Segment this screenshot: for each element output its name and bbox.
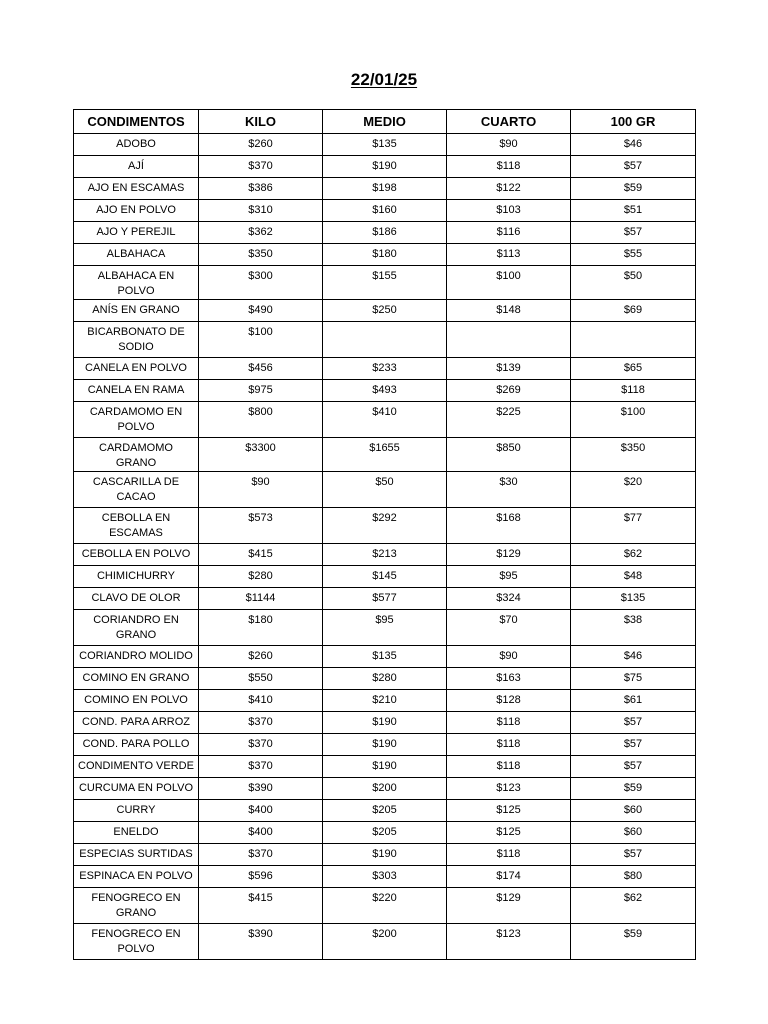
- cell-medio: $155: [323, 266, 447, 300]
- cell-condimento: CORIANDRO EN GRANO: [74, 610, 199, 646]
- cell-kilo: $415: [199, 888, 323, 924]
- cell-condimento: ANÍS EN GRANO: [74, 300, 199, 322]
- cell-kilo: $596: [199, 866, 323, 888]
- table-row: [74, 266, 696, 300]
- cell-medio: $135: [323, 646, 447, 668]
- cell-kilo: $573: [199, 508, 323, 544]
- cell-condimento: CLAVO DE OLOR: [74, 588, 199, 610]
- cell-medio: $190: [323, 712, 447, 734]
- table-row: [74, 156, 696, 178]
- table-body: [74, 134, 696, 960]
- cell-100gr: $57: [571, 222, 696, 244]
- cell-condimento: AJÍ: [74, 156, 199, 178]
- cell-cuarto: $118: [447, 734, 571, 756]
- cell-100gr: $51: [571, 200, 696, 222]
- cell-condimento: ESPINACA EN POLVO: [74, 866, 199, 888]
- cell-condimento: CEBOLLA EN POLVO: [74, 544, 199, 566]
- cell-100gr: $135: [571, 588, 696, 610]
- table-row: [74, 712, 696, 734]
- cell-condimento: CANELA EN RAMA: [74, 380, 199, 402]
- table-row: [74, 178, 696, 200]
- column-header-100gr: 100 GR: [571, 110, 696, 134]
- table-row: [74, 924, 696, 960]
- table-row: [74, 888, 696, 924]
- cell-100gr: $77: [571, 508, 696, 544]
- table-row: [74, 646, 696, 668]
- cell-cuarto: $90: [447, 134, 571, 156]
- cell-cuarto: $123: [447, 924, 571, 960]
- cell-medio: $160: [323, 200, 447, 222]
- cell-medio: $210: [323, 690, 447, 712]
- cell-cuarto: $128: [447, 690, 571, 712]
- cell-kilo: $370: [199, 156, 323, 178]
- cell-kilo: $550: [199, 668, 323, 690]
- table-row: [74, 588, 696, 610]
- cell-condimento: COMINO EN POLVO: [74, 690, 199, 712]
- cell-cuarto: $113: [447, 244, 571, 266]
- cell-condimento: ENELDO: [74, 822, 199, 844]
- cell-medio: $205: [323, 800, 447, 822]
- cell-medio: $95: [323, 610, 447, 646]
- column-header-condimentos: CONDIMENTOS: [74, 110, 199, 134]
- cell-cuarto: $324: [447, 588, 571, 610]
- table-row: [74, 508, 696, 544]
- cell-medio: $250: [323, 300, 447, 322]
- cell-cuarto: [447, 322, 571, 358]
- cell-condimento: CANELA EN POLVO: [74, 358, 199, 380]
- table-row: [74, 756, 696, 778]
- cell-cuarto: $100: [447, 266, 571, 300]
- cell-condimento: CURRY: [74, 800, 199, 822]
- cell-100gr: $46: [571, 134, 696, 156]
- table-row: [74, 200, 696, 222]
- cell-kilo: $390: [199, 778, 323, 800]
- cell-100gr: $62: [571, 888, 696, 924]
- cell-100gr: $57: [571, 756, 696, 778]
- cell-medio: $233: [323, 358, 447, 380]
- column-header-kilo: KILO: [199, 110, 323, 134]
- table-row: [74, 402, 696, 438]
- cell-condimento: CEBOLLA EN ESCAMAS: [74, 508, 199, 544]
- cell-medio: $198: [323, 178, 447, 200]
- cell-condimento: CASCARILLA DE CACAO: [74, 472, 199, 508]
- cell-kilo: $400: [199, 822, 323, 844]
- cell-medio: $200: [323, 924, 447, 960]
- page-title: 22/01/25: [350, 70, 418, 89]
- cell-100gr: $80: [571, 866, 696, 888]
- cell-cuarto: $118: [447, 156, 571, 178]
- cell-medio: $190: [323, 756, 447, 778]
- cell-kilo: $386: [199, 178, 323, 200]
- cell-cuarto: $148: [447, 300, 571, 322]
- cell-cuarto: $122: [447, 178, 571, 200]
- cell-cuarto: $95: [447, 566, 571, 588]
- cell-condimento: CURCUMA EN POLVO: [74, 778, 199, 800]
- cell-cuarto: $850: [447, 438, 571, 472]
- cell-kilo: $90: [199, 472, 323, 508]
- cell-100gr: $69: [571, 300, 696, 322]
- column-header-cuarto: CUARTO: [447, 110, 571, 134]
- cell-cuarto: $103: [447, 200, 571, 222]
- cell-cuarto: $163: [447, 668, 571, 690]
- cell-kilo: $370: [199, 734, 323, 756]
- cell-100gr: [571, 322, 696, 358]
- cell-cuarto: $225: [447, 402, 571, 438]
- cell-kilo: $800: [199, 402, 323, 438]
- cell-100gr: $100: [571, 402, 696, 438]
- cell-condimento: CARDAMOMO EN POLVO: [74, 402, 199, 438]
- cell-medio: $205: [323, 822, 447, 844]
- cell-cuarto: $90: [447, 646, 571, 668]
- cell-kilo: $370: [199, 712, 323, 734]
- cell-kilo: $400: [199, 800, 323, 822]
- cell-cuarto: $30: [447, 472, 571, 508]
- cell-100gr: $118: [571, 380, 696, 402]
- cell-100gr: $20: [571, 472, 696, 508]
- cell-100gr: $57: [571, 734, 696, 756]
- cell-medio: [323, 322, 447, 358]
- cell-kilo: $310: [199, 200, 323, 222]
- cell-medio: $200: [323, 778, 447, 800]
- table-row: [74, 822, 696, 844]
- cell-condimento: ADOBO: [74, 134, 199, 156]
- cell-100gr: $59: [571, 178, 696, 200]
- cell-100gr: $55: [571, 244, 696, 266]
- cell-kilo: $350: [199, 244, 323, 266]
- cell-100gr: $46: [571, 646, 696, 668]
- cell-condimento: AJO EN ESCAMAS: [74, 178, 199, 200]
- cell-medio: $135: [323, 134, 447, 156]
- cell-kilo: $260: [199, 646, 323, 668]
- cell-100gr: $50: [571, 266, 696, 300]
- cell-medio: $213: [323, 544, 447, 566]
- cell-condimento: CORIANDRO MOLIDO: [74, 646, 199, 668]
- header-row: [74, 110, 696, 134]
- cell-medio: $303: [323, 866, 447, 888]
- table-row: [74, 690, 696, 712]
- cell-100gr: $57: [571, 712, 696, 734]
- cell-100gr: $38: [571, 610, 696, 646]
- table-row: [74, 800, 696, 822]
- cell-cuarto: $118: [447, 844, 571, 866]
- cell-kilo: $1144: [199, 588, 323, 610]
- cell-medio: $190: [323, 844, 447, 866]
- cell-kilo: $3300: [199, 438, 323, 472]
- cell-medio: $50: [323, 472, 447, 508]
- cell-kilo: $180: [199, 610, 323, 646]
- cell-100gr: $61: [571, 690, 696, 712]
- cell-cuarto: $118: [447, 712, 571, 734]
- cell-cuarto: $70: [447, 610, 571, 646]
- cell-100gr: $59: [571, 778, 696, 800]
- cell-medio: $145: [323, 566, 447, 588]
- cell-condimento: ESPECIAS SURTIDAS: [74, 844, 199, 866]
- cell-cuarto: $123: [447, 778, 571, 800]
- table-row: [74, 134, 696, 156]
- cell-cuarto: $118: [447, 756, 571, 778]
- cell-medio: $186: [323, 222, 447, 244]
- cell-cuarto: $129: [447, 544, 571, 566]
- cell-medio: $1655: [323, 438, 447, 472]
- table-row: [74, 300, 696, 322]
- cell-kilo: $370: [199, 844, 323, 866]
- cell-kilo: $410: [199, 690, 323, 712]
- cell-100gr: $57: [571, 156, 696, 178]
- cell-100gr: $59: [571, 924, 696, 960]
- cell-medio: $190: [323, 156, 447, 178]
- cell-medio: $220: [323, 888, 447, 924]
- table-row: [74, 610, 696, 646]
- cell-medio: $493: [323, 380, 447, 402]
- cell-100gr: $350: [571, 438, 696, 472]
- column-header-medio: MEDIO: [323, 110, 447, 134]
- table-row: [74, 844, 696, 866]
- cell-condimento: FENOGRECO EN GRANO: [74, 888, 199, 924]
- cell-100gr: $60: [571, 800, 696, 822]
- cell-cuarto: $168: [447, 508, 571, 544]
- cell-kilo: $370: [199, 756, 323, 778]
- cell-kilo: $975: [199, 380, 323, 402]
- table-row: [74, 544, 696, 566]
- cell-kilo: $390: [199, 924, 323, 960]
- cell-kilo: $415: [199, 544, 323, 566]
- cell-kilo: $280: [199, 566, 323, 588]
- cell-medio: $190: [323, 734, 447, 756]
- table-row: [74, 778, 696, 800]
- table-row: [74, 358, 696, 380]
- table-row: [74, 734, 696, 756]
- price-table: [73, 109, 696, 960]
- cell-condimento: FENOGRECO EN POLVO: [74, 924, 199, 960]
- cell-kilo: $100: [199, 322, 323, 358]
- cell-medio: $577: [323, 588, 447, 610]
- cell-condimento: ALBAHACA EN POLVO: [74, 266, 199, 300]
- cell-100gr: $60: [571, 822, 696, 844]
- table-row: [74, 380, 696, 402]
- cell-condimento: AJO Y PEREJIL: [74, 222, 199, 244]
- table-row: [74, 566, 696, 588]
- cell-condimento: COND. PARA ARROZ: [74, 712, 199, 734]
- table-row: [74, 472, 696, 508]
- cell-100gr: $62: [571, 544, 696, 566]
- cell-condimento: CHIMICHURRY: [74, 566, 199, 588]
- cell-medio: $280: [323, 668, 447, 690]
- cell-cuarto: $139: [447, 358, 571, 380]
- cell-cuarto: $269: [447, 380, 571, 402]
- cell-cuarto: $125: [447, 822, 571, 844]
- cell-medio: $180: [323, 244, 447, 266]
- table-row: [74, 222, 696, 244]
- cell-condimento: CARDAMOMO GRANO: [74, 438, 199, 472]
- cell-kilo: $490: [199, 300, 323, 322]
- cell-cuarto: $125: [447, 800, 571, 822]
- cell-medio: $410: [323, 402, 447, 438]
- cell-100gr: $57: [571, 844, 696, 866]
- cell-cuarto: $129: [447, 888, 571, 924]
- cell-condimento: BICARBONATO DE SODIO: [74, 322, 199, 358]
- table-row: [74, 322, 696, 358]
- cell-condimento: CONDIMENTO VERDE: [74, 756, 199, 778]
- table-row: [74, 866, 696, 888]
- cell-kilo: $260: [199, 134, 323, 156]
- cell-100gr: $48: [571, 566, 696, 588]
- cell-medio: $292: [323, 508, 447, 544]
- cell-cuarto: $116: [447, 222, 571, 244]
- table-row: [74, 668, 696, 690]
- cell-kilo: $456: [199, 358, 323, 380]
- table-row: [74, 244, 696, 266]
- cell-kilo: $300: [199, 266, 323, 300]
- cell-100gr: $75: [571, 668, 696, 690]
- cell-condimento: COND. PARA POLLO: [74, 734, 199, 756]
- cell-condimento: COMINO EN GRANO: [74, 668, 199, 690]
- cell-100gr: $65: [571, 358, 696, 380]
- cell-kilo: $362: [199, 222, 323, 244]
- cell-condimento: AJO EN POLVO: [74, 200, 199, 222]
- cell-condimento: ALBAHACA: [74, 244, 199, 266]
- table-row: [74, 438, 696, 472]
- cell-cuarto: $174: [447, 866, 571, 888]
